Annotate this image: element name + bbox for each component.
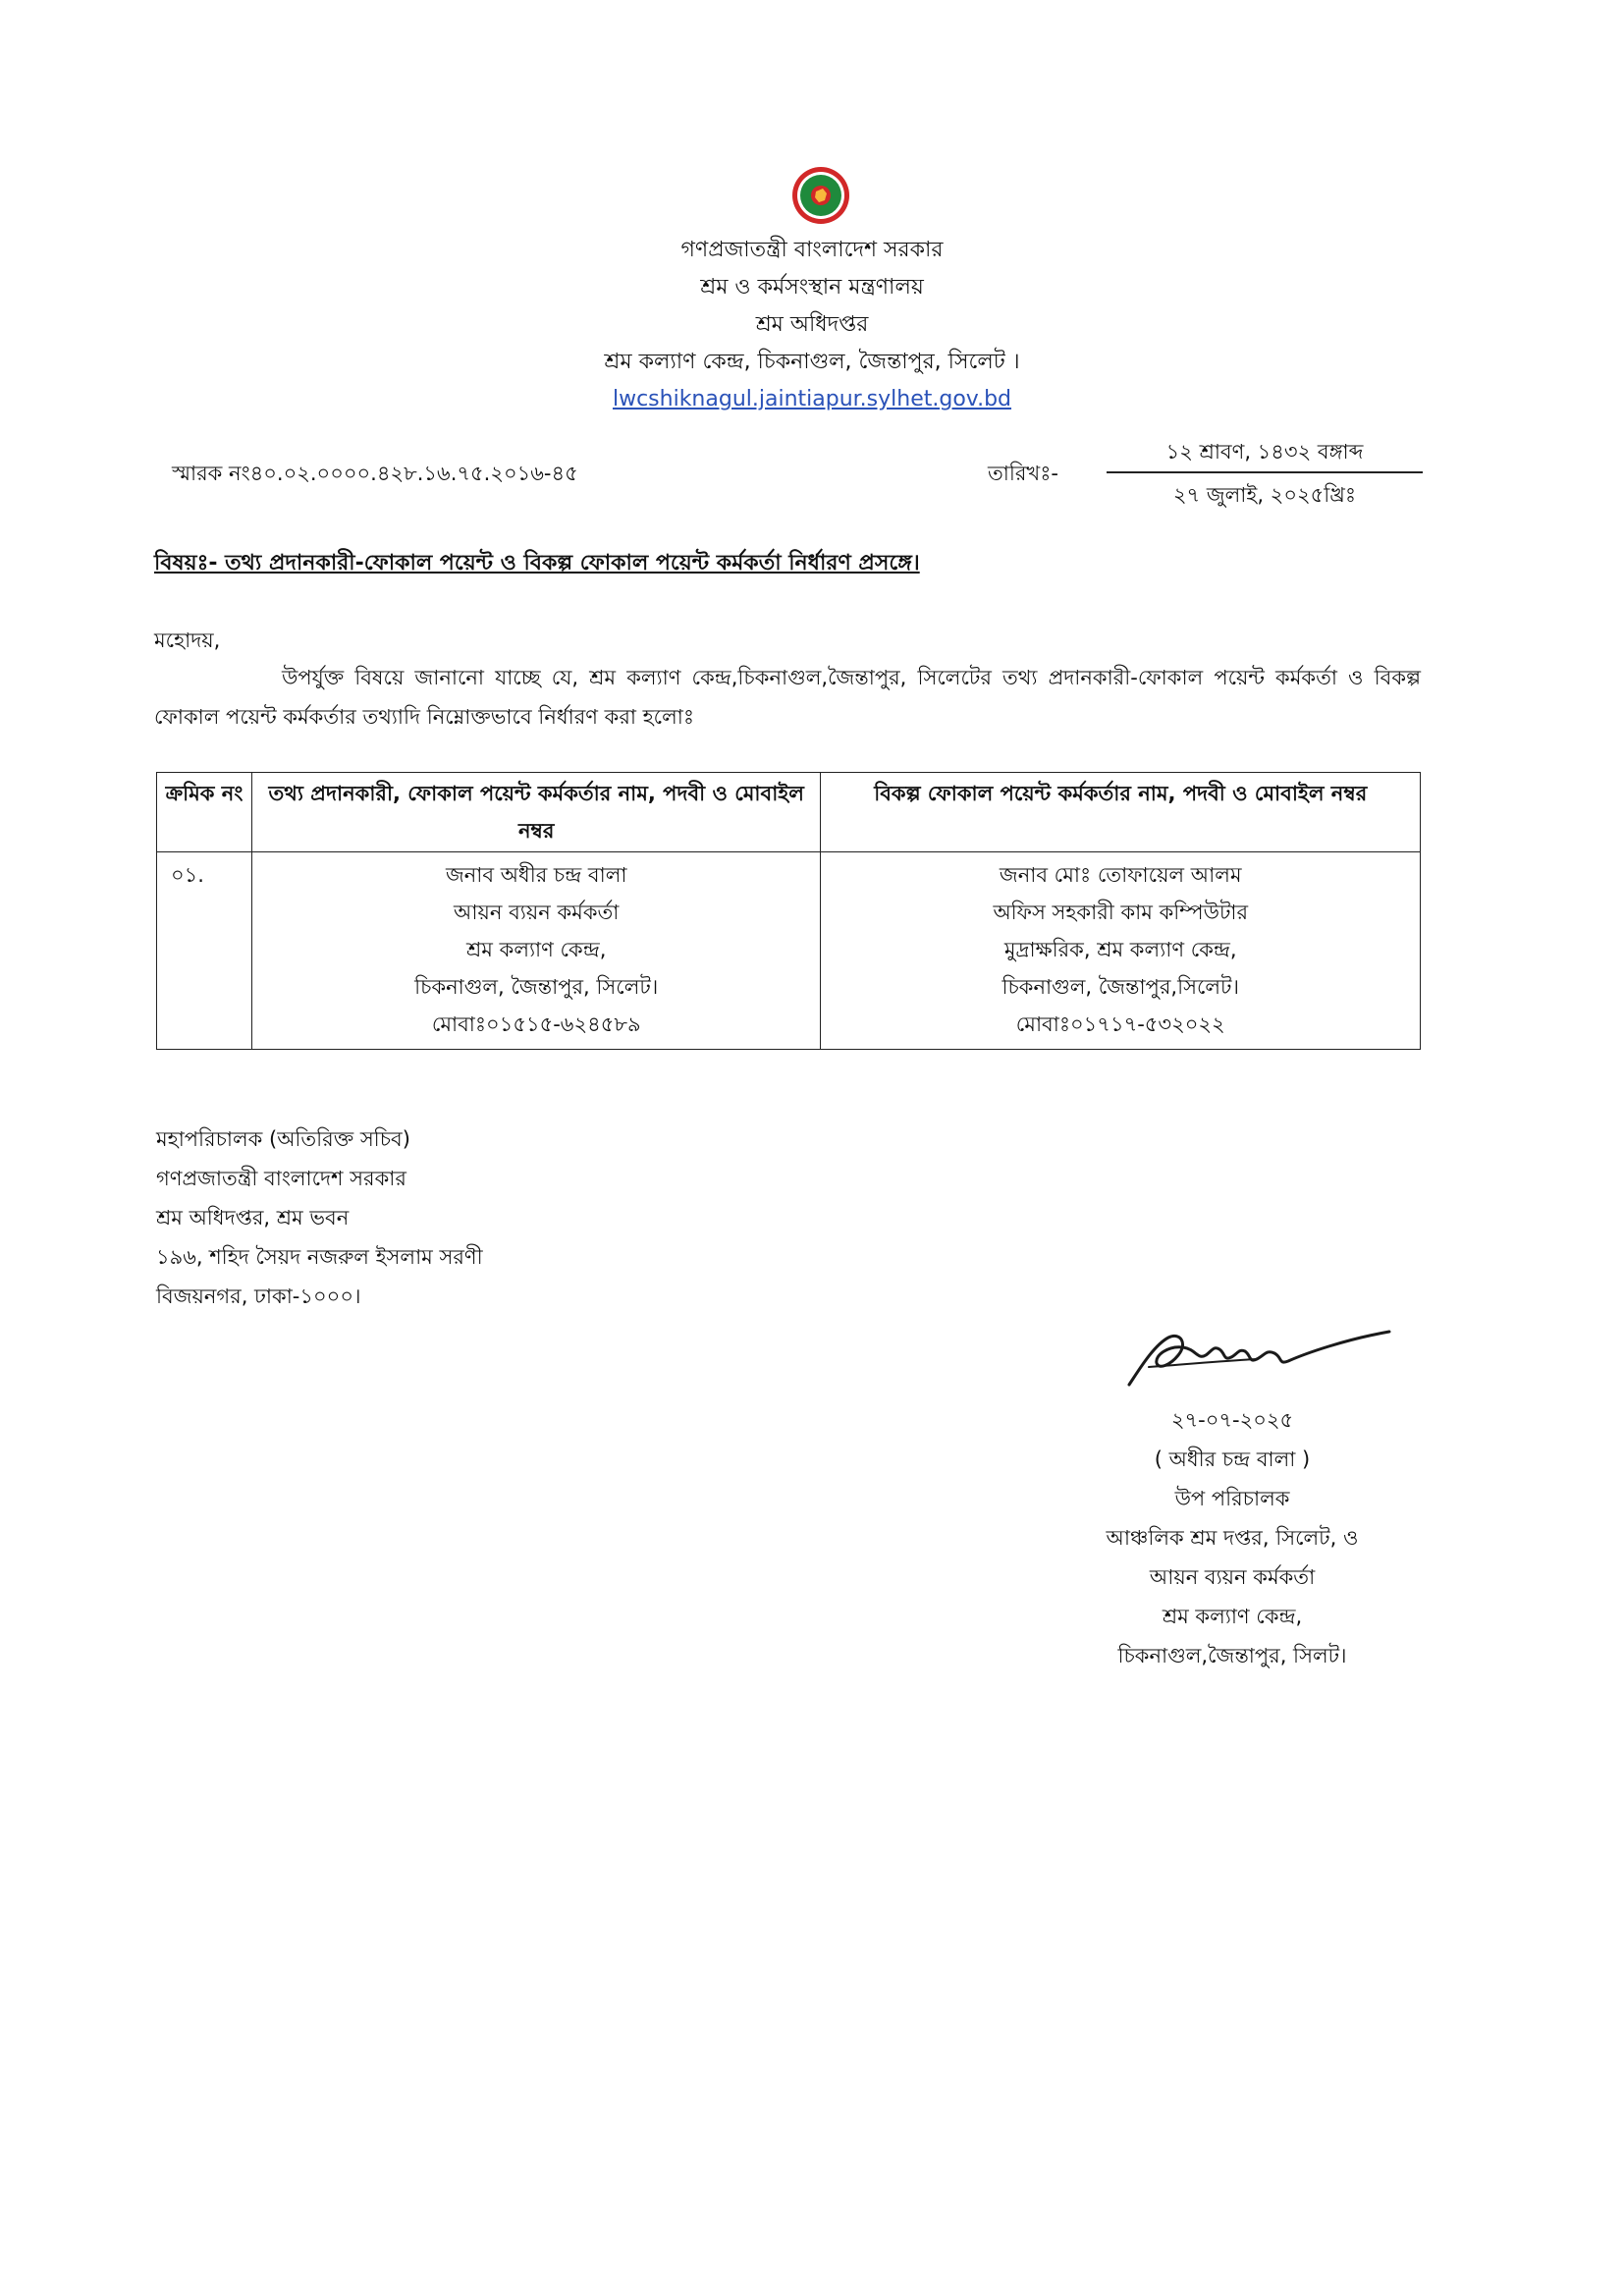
date-english: ২৭ জুলাই, ২০২৫খ্রিঃ	[1172, 483, 1357, 507]
date-label: তারিখঃ-	[988, 462, 1058, 485]
alternate-officer-designation-2: মুদ্রাক্ষরিক, শ্রম কল্যাণ কেন্দ্র,	[1003, 938, 1237, 961]
recipient-line: শ্রম অধিদপ্তর, শ্রম ভবন	[156, 1206, 350, 1229]
alternate-officer-mobile: মোবাঃ০১৭১৭-৫৩২০২২	[1015, 1012, 1225, 1036]
body-paragraph: উপর্যুক্ত বিষয়ে জানানো যাচ্ছে যে, শ্রম কল্যাণ কেন্দ্র,চিকনাগুল,জৈন্তাপুর, সিলেটের তথ্য প্রদানকারী-ফোকাল পয়েন্ট কর্মকর্তা ও বিকল্প ফোকাল পয়েন্ট কর্মকর্তার তথ্যাদি নিম্নোক্তভাবে নির্ধারণ করা হলোঃ	[154, 666, 1421, 729]
signature-date: ২৭-০৭-২০২৫	[1170, 1408, 1294, 1432]
alternate-officer-cell	[821, 852, 1421, 1050]
table-row	[157, 852, 1421, 1050]
letterhead	[419, 232, 1205, 418]
alternate-officer-address: চিকনাগুল, জৈন্তাপুর,সিলেট।	[1001, 975, 1239, 999]
focal-officer-address: চিকনাগুল, জৈন্তাপুর, সিলেট।	[414, 975, 659, 999]
ministry-name: শ্রম ও কর্মসংস্থান মন্ত্রণালয়	[700, 275, 924, 300]
handwritten-signature	[1110, 1316, 1404, 1394]
signatory-address: চিকনাগুল,জৈন্তাপুর, সিলট।	[1117, 1644, 1347, 1667]
focal-officer-office: শ্রম কল্যাণ কেন্দ্র,	[466, 938, 607, 961]
recipient-line: গণপ্রজাতন্ত্রী বাংলাদেশ সরকার	[156, 1167, 406, 1190]
signatory-name: ( অধীর চন্দ্র বালা )	[1154, 1448, 1311, 1471]
focal-officer-mobile: মোবাঃ০১৫১৫-৬২৪৫৮৯	[431, 1012, 641, 1036]
date-divider	[1107, 471, 1423, 473]
government-seal-icon	[790, 165, 851, 226]
focal-header: তথ্য প্রদানকারী, ফোকাল পয়েন্ট কর্মকর্তার নাম, পদবী ও মোবাইল নম্বর	[251, 773, 821, 852]
recipient-block	[156, 1120, 483, 1316]
memo-number: স্মারক নং৪০.০২.০০০০.৪২৮.১৬.৭৫.২০১৬-৪৫	[172, 462, 578, 485]
signatory-role: আয়ন ব্যয়ন কর্মকর্তা	[1149, 1565, 1316, 1589]
subject-line: বিষয়ঃ- তথ্য প্রদানকারী-ফোকাল পয়েন্ট ও বিকল্প ফোকাল পয়েন্ট কর্মকর্তা নির্ধারণ প্রসঙ্গে।	[154, 551, 920, 575]
recipient-line: মহাপরিচালক (অতিরিক্ত সচিব)	[156, 1127, 410, 1151]
focal-point-table	[156, 772, 1421, 1050]
alternate-officer-name: জনাব মোঃ তোফায়েল আলম	[999, 863, 1242, 887]
recipient-line: বিজয়নগর, ঢাকা-১০০০।	[156, 1284, 361, 1308]
signatory-block	[1041, 1400, 1424, 1675]
date-block	[1107, 434, 1423, 513]
alternate-officer-designation: অফিস সহকারী কাম কম্পিউটার	[993, 901, 1249, 924]
signatory-designation: উপ পরিচালক	[1174, 1487, 1290, 1510]
serial-header: ক্রমিক নং	[157, 773, 252, 852]
office-name: শ্রম কল্যাণ কেন্দ্র, চিকনাগুল, জৈন্তাপুর, সিলেট ।	[604, 350, 1020, 374]
date-bangla: ১২ শ্রাবণ, ১৪৩২ বঙ্গাব্দ	[1165, 440, 1364, 464]
salutation: মহোদয়,	[154, 628, 221, 652]
recipient-line: ১৯৬, শহিদ সৈয়দ নজরুল ইসলাম সরণী	[156, 1245, 483, 1269]
signatory-office-2: শ্রম কল্যাণ কেন্দ্র,	[1162, 1605, 1303, 1628]
focal-officer-name: জনাব অধীর চন্দ্র বালা	[445, 863, 627, 887]
website-link[interactable]: lwcshiknagul.jaintiapur.sylhet.gov.bd	[612, 387, 1012, 411]
table-header-row	[157, 773, 1421, 852]
serial-cell: ০১.	[157, 852, 252, 1050]
department-name: শ্রম অধিদপ্তর	[755, 312, 869, 337]
focal-officer-designation: আয়ন ব্যয়ন কর্মকর্তা	[454, 901, 620, 924]
alternate-header: বিকল্প ফোকাল পয়েন্ট কর্মকর্তার নাম, পদবী ও মোবাইল নম্বর	[821, 773, 1421, 852]
signatory-office: আঞ্চলিক শ্রম দপ্তর, সিলেট, ও	[1106, 1526, 1359, 1550]
focal-officer-cell	[251, 852, 821, 1050]
government-name: গণপ্রজাতন্ত্রী বাংলাদেশ সরকার	[680, 238, 944, 262]
